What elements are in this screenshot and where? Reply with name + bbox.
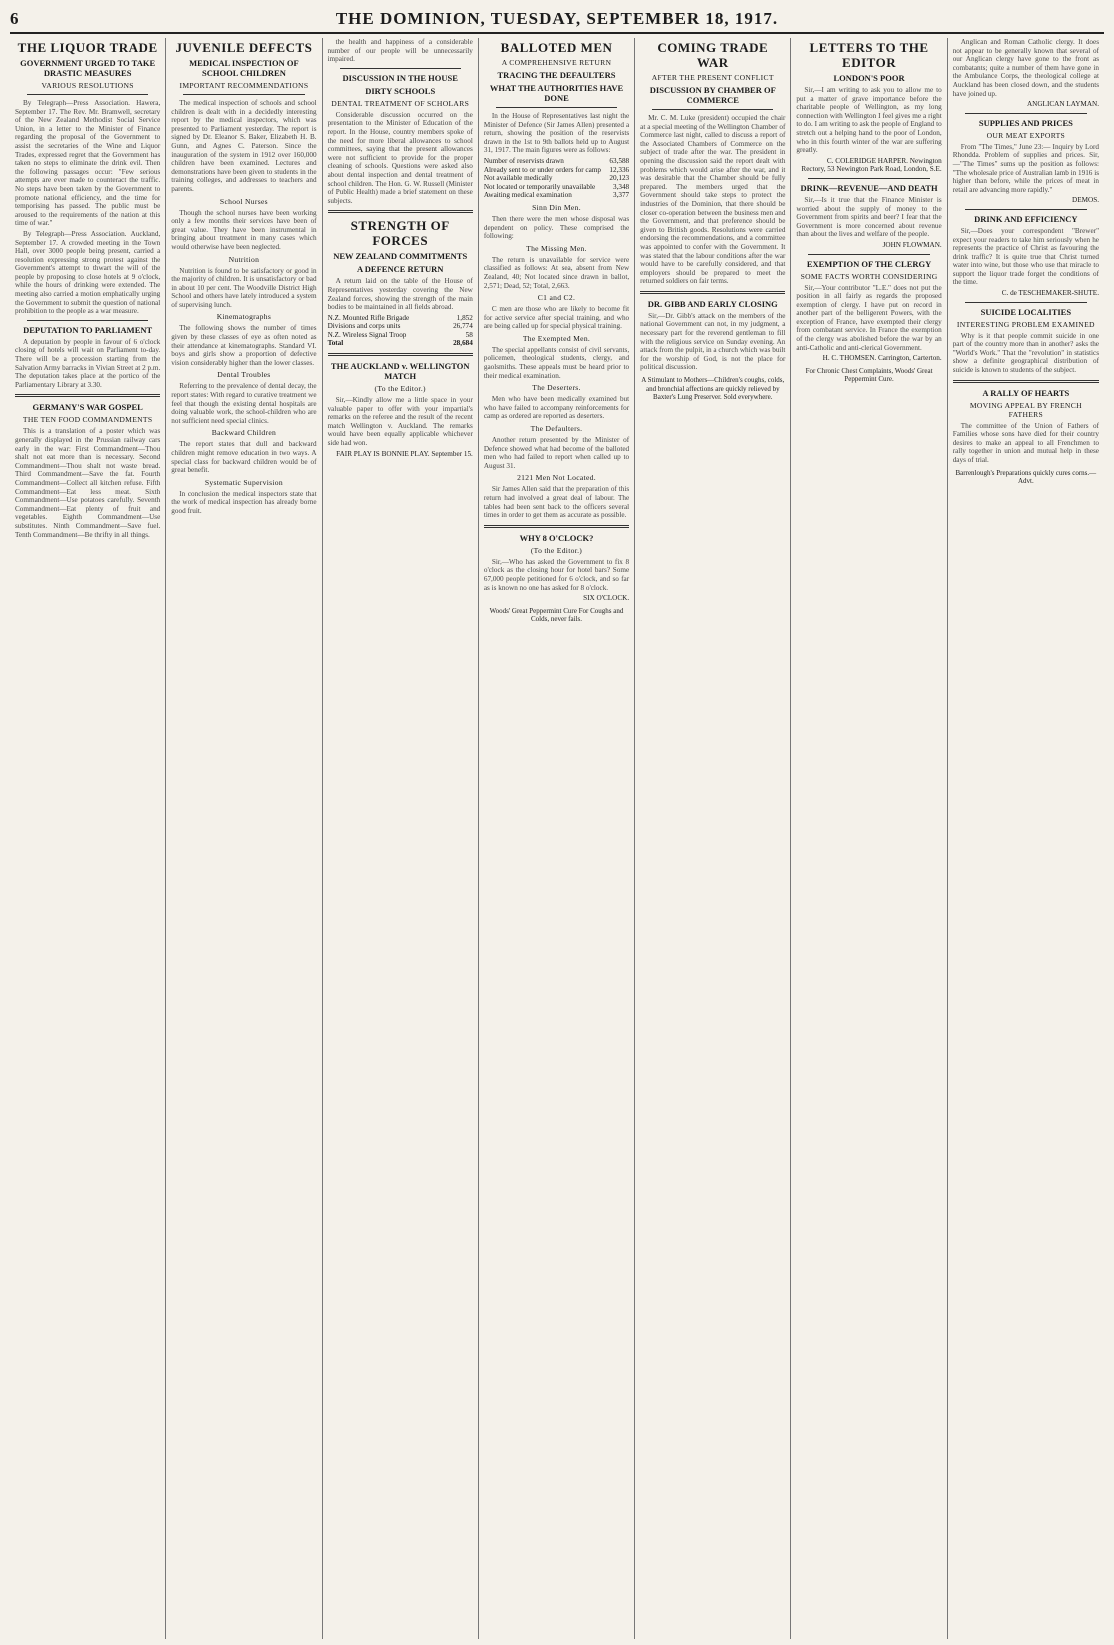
signature: H. C. THOMSEN. Carrington, Carterton. — [822, 354, 942, 363]
article-text: A deputation by people in favour of 6 o'clock closing of hotels will wait on Parliament to-day. There will be a procession starting from the Salvation Army barracks in Vivian Street at 2 p.m. The deputation takes place at the portico of the Parliamentary Library at 3.30. — [15, 337, 161, 389]
column-2 — [166, 38, 322, 1639]
article-text: The return is unavailable for service were classified as follows: At sea, absent from New Zealand, 40; Not located since drawn in ballot, 2,571; Dead, 52; Total, 2,663. — [483, 255, 630, 290]
column-6 — [791, 38, 947, 1639]
article-text: Sir James Allen said that the preparation of this return had involved a great deal of labour. The tables had been sent back to the officers several times in order to get them as accurate as possible. — [483, 485, 630, 520]
article-text: Considerable discussion occurred on the presentation to the Minister of Education of the report. In the House, country members spoke of the need for more liberal allowances to school committees, saying that the present allowances were not sufficient to provide for the proper cleaning of schools. Questions were asked also about dental inspection and dental treatment of school children. The Hon. G. W. Russell (Minister of Public Health) made a brief statement on these subjects. — [327, 110, 473, 205]
table-row: Divisions and corps units 26,774 — [327, 322, 473, 331]
subhead: WHAT THE AUTHORITIES HAVE DONE — [489, 83, 624, 103]
table-row: Not available medically 20,123 — [483, 174, 630, 183]
article-text: By Telegraph—Press Association. Auckland, September 17. A crowded meeting in the Town Hall, over 3000 people being present, carried a resolution expressing strong protest against the Government's attempt to thwart the will of the people by proposing to close hotels at 9 o'clock, while the hours of drinking were extended. The meeting also carried a motion emphatically urging the Government to submit the question of national prohibition to the people as a war measure. — [15, 229, 161, 316]
advertisement: For Chronic Chest Complaints, Woods' Great Peppermint Cure. — [805, 366, 933, 384]
article-text: Then there were the men whose disposal was dependent on policy. These comprised the following: — [483, 214, 630, 241]
article-text: Sir,—Dr. Gibb's attack on the members of the national Government can not, in my judgment, a necessary part for the reverend gentleman to fill with the religious service on Sunday evening. An attack from the pulpit, in a church which was built for the worship of God, is not the place for political discussion. — [640, 311, 786, 372]
signature: DEMOS. — [1072, 196, 1099, 205]
article-text: Sir,—Your contributor "L.E." does not put the position in all fairly as regards the proposed exemption of clergy. I have put on record in another part of the belligerent Powers, with the exception of France, have exempted their clergy from combatant service. In France the exemption of the clergy was abolished before the war by an anti-Catholic and anti-clerical Government. — [796, 283, 942, 352]
subhead: TRACING THE DEFAULTERS — [497, 70, 616, 80]
subhead: IMPORTANT RECOMMENDATIONS — [179, 81, 309, 90]
subhead: LONDON'S POOR — [833, 73, 905, 83]
subhead: Sinn Din Men. — [532, 202, 581, 212]
advertisement: A Stimulant to Mothers—Children's coughs, colds, and bronchial affections are quickly relieved by Baxter's Lung Preserver. Sold everywhere. — [641, 376, 785, 402]
column-3 — [323, 38, 479, 1639]
subhead: 2121 Men Not Located. — [517, 473, 596, 483]
article-text: Though the school nurses have been working only a few months their services have been of great value. They have been instrumental in bringing about treatment in many cases which would otherwise have been neglected. — [171, 208, 317, 251]
subhead: The Exempted Men. — [522, 333, 591, 343]
subhead: (To the Editor.) — [374, 384, 426, 394]
columns — [10, 38, 1104, 1639]
table-row: Awaiting medical examination 3,377 — [483, 191, 630, 200]
subhead: SOME FACTS WORTH CONSIDERING — [800, 271, 938, 281]
table-row: Total 28,684 — [327, 339, 473, 348]
table-row: Number of reservists drawn 63,588 — [483, 156, 630, 165]
subhead: The Missing Men. — [526, 243, 587, 253]
subhead: Backward Children — [211, 428, 277, 438]
article-text: Why is it that people commit suicide in one part of the country more than in another? asks the "World's Work." That the "revolution" in statistics show a definite geographical distribution of suicide is known to students of the subject. — [952, 331, 1099, 375]
subhead: SUICIDE LOCALITIES — [980, 306, 1072, 317]
article-text: The report states that dull and backward children might remove education in two ways. A special class for backward children would be of great benefit. — [171, 440, 317, 475]
subhead: Dental Troubles — [217, 370, 271, 380]
headline-liquor-trade: THE LIQUOR TRADE — [17, 40, 158, 55]
subhead: MOVING APPEAL BY FRENCH FATHERS — [969, 400, 1082, 419]
subhead: School Nurses — [219, 196, 268, 206]
subhead: OUR MEAT EXPORTS — [986, 130, 1066, 140]
column-7 — [948, 38, 1104, 1639]
subhead: THE TEN FOOD COMMANDMENTS — [22, 415, 153, 425]
article-text: In conclusion the medical inspectors state that the work of medical inspection has already borne good fruit. — [171, 489, 317, 515]
subhead: A COMPREHENSIVE RETURN — [501, 58, 612, 67]
headline-balloted-men: BALLOTED MEN — [500, 40, 613, 55]
page-number: 6 — [10, 9, 20, 28]
ballot-table — [484, 157, 629, 200]
subhead: VARIOUS RESOLUTIONS — [41, 81, 134, 90]
signature: JOHN FLOWMAN. — [882, 240, 942, 249]
subhead: A RALLY OF HEARTS — [982, 387, 1070, 398]
subhead: DRINK—REVENUE—AND DEATH — [800, 182, 938, 193]
article-text: Referring to the prevalence of dental decay, the report states: With regard to curative treatment we feel that though the existing dental hospitals are doing valuable work, the school-children who are not sufficient need special clinics. — [171, 382, 317, 425]
subhead: DRINK AND EFFICIENCY — [974, 213, 1078, 224]
subhead: DISCUSSION BY CHAMBER OF COMMERCE — [649, 85, 776, 105]
article-text: A return laid on the table of the House of Representatives yesterday covering the New Zealand forces, showing the strength of the main bodies to be maintained in all fields abroad. — [327, 277, 473, 312]
article-text: Nutrition is found to be satisfactory or good in the majority of children. It is unsatisfactory or bad in about 10 per cent. The Woodville District High School and others have lately introduced a system of supervising lunch. — [171, 266, 317, 309]
article-text: This is a translation of a poster which was generally displayed in the Prussian railway cars early in the war: First Commandment—Thou shalt not eat more than is necessary. Second Commandment—Thou shalt not waste bread. Third Commandment—Save the fat. Fourth Commandment—Collect all kitchen refuse. Fifth Commandment—Eat less meat. Sixth Commandment—Use potatoes carefully. Seventh Commandment—Eat plenty of fruit and vegetables. Eighth Commandment—Use substitutes. Ninth Commandment—Save fuel. Tenth Commandment—Be thrifty in all things. — [15, 427, 161, 539]
article-text: The medical inspection of schools and school children is dealt with in a decidedly interesting report by the medical inspectors, which was presented to Parliament yesterday. The report is signed by Dr. Eleanor S. Baker, Elizabeth H. B. Gunn, and Agnes C. Paterson. Since the inauguration of the system in 1912 over 160,000 children have been examined. Lectures and demonstrations have been given to students in the training colleges, and addresses to teachers and parents. — [171, 99, 317, 193]
subhead: DIRTY SCHOOLS — [365, 85, 436, 96]
signature: FAIR PLAY IS BONNIE PLAY. September 15. — [336, 449, 473, 458]
forces-table — [328, 314, 473, 348]
column-4 — [479, 38, 635, 1639]
column-5 — [635, 38, 791, 1639]
subhead: (To the Editor.) — [530, 545, 583, 555]
subhead: DISCUSSION IN THE HOUSE — [342, 72, 458, 83]
subhead: WHY 8 O'CLOCK? — [519, 532, 594, 543]
article-text: Sir,—Who has asked the Government to fix 8 o'clock as the closing hour for hotel bars? Some 67,000 people petitioned for 6 o'clock, and so far as is known no one has asked for 8 o'clock. — [483, 557, 630, 592]
subhead: GOVERNMENT URGED TO TAKE DRASTIC MEASURES — [20, 58, 156, 78]
article-text: The following shows the number of times given by these classes of eye as often noted as their attendance at kinematographs. Standard VI. boys and girls show a proportion of defective vision considerably higher than the lower classes. — [171, 324, 317, 367]
article-text: Anglican and Roman Catholic clergy. It does not appear to be generally known that several of our Anglican clergy have gone to the front as combatants; quite a number of them have gone in the Ambulance Corps, the theological college at Auckland has been closed down, and the students have joined up. — [952, 38, 1099, 98]
headline-letters: LETTERS TO THE EDITOR — [809, 40, 929, 70]
subhead: Nutrition — [228, 254, 260, 264]
headline-strength-of-forces: STRENGTH OF FORCES — [350, 218, 450, 249]
article-text: Mr. C. M. Luke (president) occupied the chair at a special meeting of the Wellington Chamber of Commerce last night, called to discuss a report of the Associated Chambers of Commerce on the subject of trade after the war. The president in opening the discussion said the report dealt with problems which would arise after the war, and it was desirable that the Chamber should be fully prepared. The members urged that the Government should take steps to protect the industries of the Dominion, that there should be closer co-operation between the business men and the Government, and that preference should be given to British goods. Resolutions were carried endorsing the recommendations, and a committee was appointed to confer with the Government. It was stated that the labour conditions after the war would have to be carefully considered, and that employers should be prepared to meet the returned soldiers on fair terms. — [640, 114, 786, 286]
headline-juvenile-defects: JUVENILE DEFECTS — [175, 40, 313, 55]
article-text: The committee of the Union of Fathers of Families whose sons have died for their country desires to make an appeal to all Frenchmen to rally together in union and mutual help in these days of trial. — [952, 421, 1099, 464]
headline-coming-trade-war: COMING TRADE WAR — [657, 40, 769, 70]
headline-war-gospel: GERMANY'S WAR GOSPEL — [32, 402, 143, 413]
subhead: MEDICAL INSPECTION OF SCHOOL CHILDREN — [189, 58, 299, 78]
subhead: The Defaulters. — [530, 424, 583, 434]
subhead: C1 and C2. — [537, 293, 576, 303]
article-text: In the House of Representatives last night the Minister of Defence (Sir James Allen) presented a return, showing the position of the reservists drawn in the 1st to 9th ballots held up to August 31, 1917. The main figures were as follows: — [483, 112, 630, 155]
signature: C. de TESCHEMAKER-SHUTE. — [1001, 289, 1099, 298]
article-text: Sir,—Is it true that the Finance Minister is worried about the supply of money to the Government from spirits and beer? I fear that the Government is more concerned about revenue than about the lives and welfare of the people. — [796, 195, 942, 239]
advertisement: Barrenlough's Preparations quickly cures corns.—Advt. — [955, 468, 1097, 486]
subhead: A DEFENCE RETURN — [356, 264, 444, 275]
article-text: The special appellants consist of civil servants, policemen, theological students, clergy, and gaolsmiths. These appeals must be heard prior to their medical examination. — [483, 345, 630, 380]
article-text: Sir,—Kindly allow me a little space in your valuable paper to offer with your impartial's remarks on the referee and the result of the recent match Wellington v. Auckland. The remarks would have been equally applicable whichever side had won. — [327, 396, 473, 448]
article-text: Sir,—Does your correspondent "Brewer" expect your readers to take him seriously when he represents the practice of Christ as favouring the drink traffic? It is quite true that Christ turned water into wine, but those who use that miracle to support the liquor trade forget the conditions of the time. — [952, 226, 1099, 287]
article-text: Men who have been medically examined but who have failed to accompany reinforcements for camp as ordered are reported as deserters. — [483, 395, 630, 421]
signature: C. COLERIDGE HARPER. Newington Rectory, 53 Newington Park Road, London, S.E. — [801, 156, 942, 174]
subhead: DENTAL TREATMENT OF SCHOLARS — [331, 98, 470, 108]
subhead: INTERESTING PROBLEM EXAMINED — [956, 319, 1095, 329]
column-1 — [10, 38, 166, 1639]
article-text: the health and happiness of a considerable number of our people will be unnecessarily impaired. — [327, 38, 473, 64]
article-text: Another return presented by the Minister of Defence showed what had become of the balloted men who had failed to report when called up to August 31. — [483, 436, 630, 470]
subhead: DEPUTATION TO PARLIAMENT — [23, 324, 153, 335]
subhead: EXEMPTION OF THE CLERGY — [806, 258, 932, 269]
article-text: By Telegraph—Press Association. Hawera, September 17. The Rev. Mr. Bramwell, secretary of the New Zealand Methodist Social Service Union, in a letter to the Minister of Finance regarding the proposal of the Government to assist the secretaries of the Wine and Liquor Trades, expressed regret that the Government has taken no steps to eliminate the drink evil. Then the following passages occur: "Few serious attempts are ever made to counteract the traffic. No steps have been taken by the Government to promote national efficiency, and the time for temporising has passed. The public must be aroused to the requirements of the nation at this time of war." — [15, 99, 161, 228]
signature: SIX O'CLOCK. — [583, 594, 630, 603]
subhead: Systematic Supervision — [204, 477, 283, 487]
subhead: THE AUCKLAND v. WELLINGTON MATCH — [330, 361, 470, 382]
signature: ANGLICAN LAYMAN. — [1026, 100, 1099, 109]
subhead: The Deserters. — [532, 383, 581, 393]
subhead: AFTER THE PRESENT CONFLICT — [651, 73, 774, 82]
article-text: Sir,—I am writing to ask you to allow me to put a matter of grave importance before the charitable people of Wellington, as my long connection with Wellington I feel gives me a right to do. I am writing to ask the people of England to stretch out a helping hand to the poor of London, who in this fourth winter of the war are suffering greatly. — [796, 86, 942, 155]
subhead: DR. GIBB AND EARLY CLOSING — [647, 298, 778, 309]
masthead-title: THE DOMINION, TUESDAY, SEPTEMBER 18, 1917. — [335, 9, 779, 28]
advertisement: Woods' Great Peppermint Cure For Coughs and Colds, never fails. — [489, 606, 624, 624]
article-text: From "The Times," June 23:— Inquiry by Lord Rhondda. Problem of supplies and prices. Sir,—"The Times" sums up the position as follows: "The wholesale price of Australian lamb in 1916 is higher than before, while the prices of meat in retail are advancing more rapidly." — [952, 142, 1099, 194]
masthead — [10, 6, 1104, 34]
table-row: N.Z. Wireless Signal Troop 58 — [327, 330, 473, 339]
table-row: N.Z. Mounted Rifle Brigade 1,852 — [327, 313, 473, 322]
subhead: NEW ZEALAND COMMITMENTS — [333, 251, 468, 262]
table-row: Not located or temporarily unavailable 3,348 — [483, 182, 630, 191]
subhead: Kinematographs — [216, 312, 272, 322]
article-text: C men are those who are likely to become fit for active service after special training, and who are being called up for special physical training. — [483, 305, 630, 331]
subhead: SUPPLIES AND PRICES — [978, 117, 1073, 128]
table-row: Already sent to or under orders for camp 12,336 — [483, 165, 630, 174]
